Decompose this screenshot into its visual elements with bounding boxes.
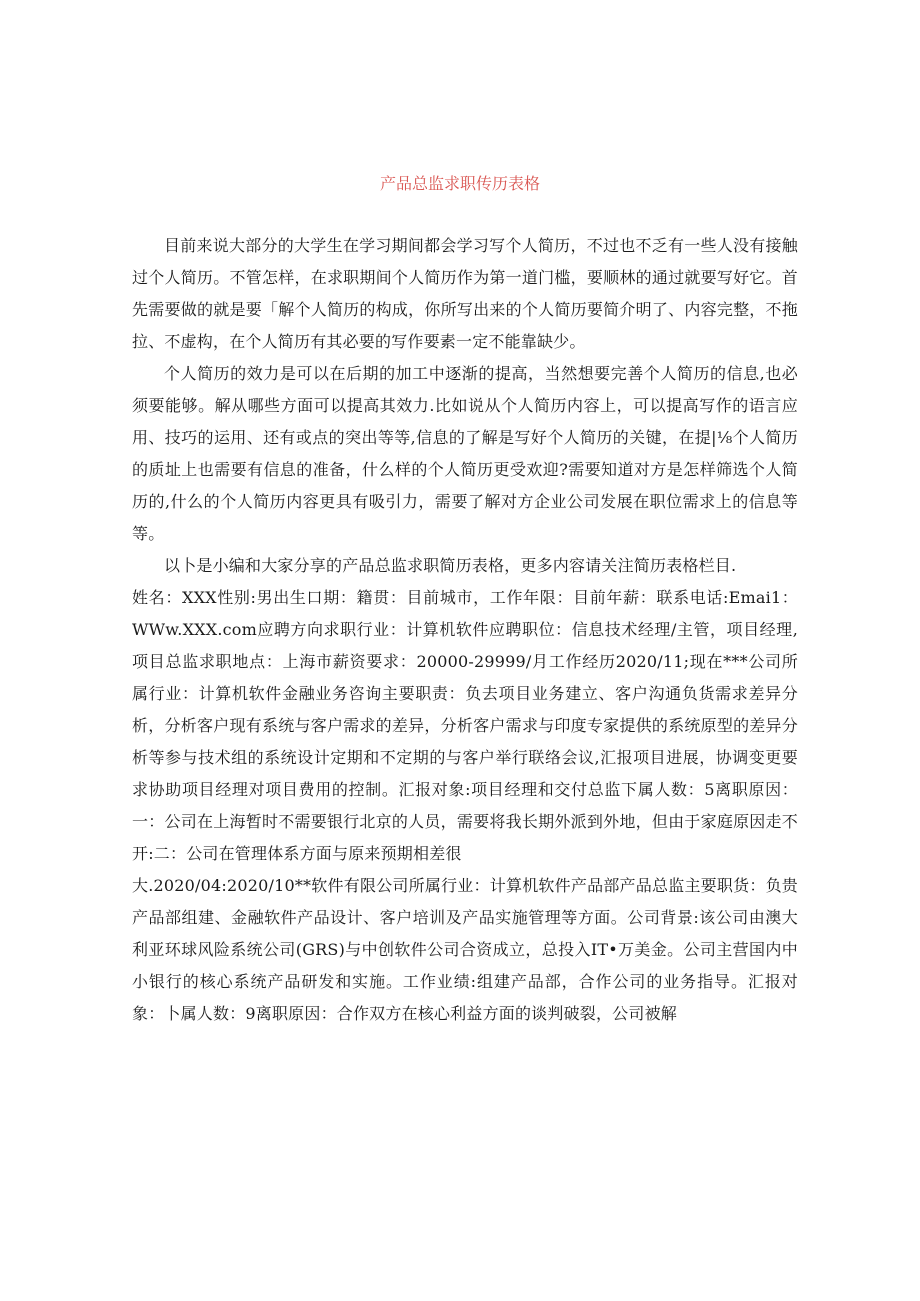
document-title: 产品总监求职传历表格 [379,174,540,193]
intro-paragraph-3: 以卜是小编和大家分享的产品总监求职简历表格，更多内容请关注简历表格栏目. [164,556,737,575]
intro-paragraph-2: 个人简历的效力是可以在后期的加工中逐渐的提高，当然想要完善个人简历的信息,也必须要能够。解从哪些方面可以提高其效力.比如说从个人简历内容上，可以提高写作的语言应用、技巧的运用、还有或点的突出等等,信息的了解是写好个人简历的关键，在提|⅛个人简历的质址上也需要有信息的准备，什么样的个人简历更受欢迎?需要知道对方是怎样筛选个人简历的,什么的个人简历内容更具有吸引力，需要了解对方企业公司发展在职位需求上的信息等等。 [132,364,798,543]
document-body [132,230,798,1030]
resume-details-continued: 大.2020/04:2020/10**软件有限公司所属行业：计算机软件产品部产品总监主要职货：负贵产品部组建、金融软件产品设计、客户培训及产品实施管理等方面。公司背景:该公司由澳大利亚环球风险系统公司(GRS)与中创软件公司合资成立，总投入IT•万美金。公司主营国内中小银行的核心系统产品研发和实施。工作业绩:组建产品部，合作公司的业务指导。汇报对象：卜属人数：9离职原因：合作双方在核心利益方面的谈判破裂，公司被解 [132,876,798,1023]
intro-paragraph-1: 目前来说大部分的大学生在学习期间都会学习写个人简历，不过也不乏有一些人没有接触过个人简历。不管怎样，在求职期间个人简历作为第一道门槛，要顺林的通过就要写好它。首先需要做的就是要「解个人简历的构成，你所写出来的个人简历要简介明了、内容完整，不拖拉、不虚构，在个人简历有其必要的写作要素一定不能靠缺少。 [132,236,798,351]
resume-details: 姓名：XXX性别:男出生口期：籍贯：目前城市，工作年限：目前年薪：联系电话:Emai1：WWw.XXX.com应聘方向求职行业：计算机软件应聘职位：信息技术经理/主管，项目经理,项目总监求职地点：上海市薪资要求：20000-29999/月工作经历2020/11;现在***公司所属行业：计算机软件金融业务咨询主要职责：负去项目业务建立、客户沟通负货需求差异分析，分析客户现有系统与客户需求的差异，分析客户需求与印度专家提供的系统原型的差异分析等参与技术组的系统设计定期和不定期的与客户举行联络会议,汇报项目进展，协调变更要求协助项目经理对项目费用的控制。汇报对象:项目经理和交付总监下属人数：5离职原因：一：公司在上海暂时不需要银行北京的人员，需要将我长期外派到外地，但由于家庭原因走不开:二：公司在管理体系方面与原来预期相差很 [132,588,798,863]
